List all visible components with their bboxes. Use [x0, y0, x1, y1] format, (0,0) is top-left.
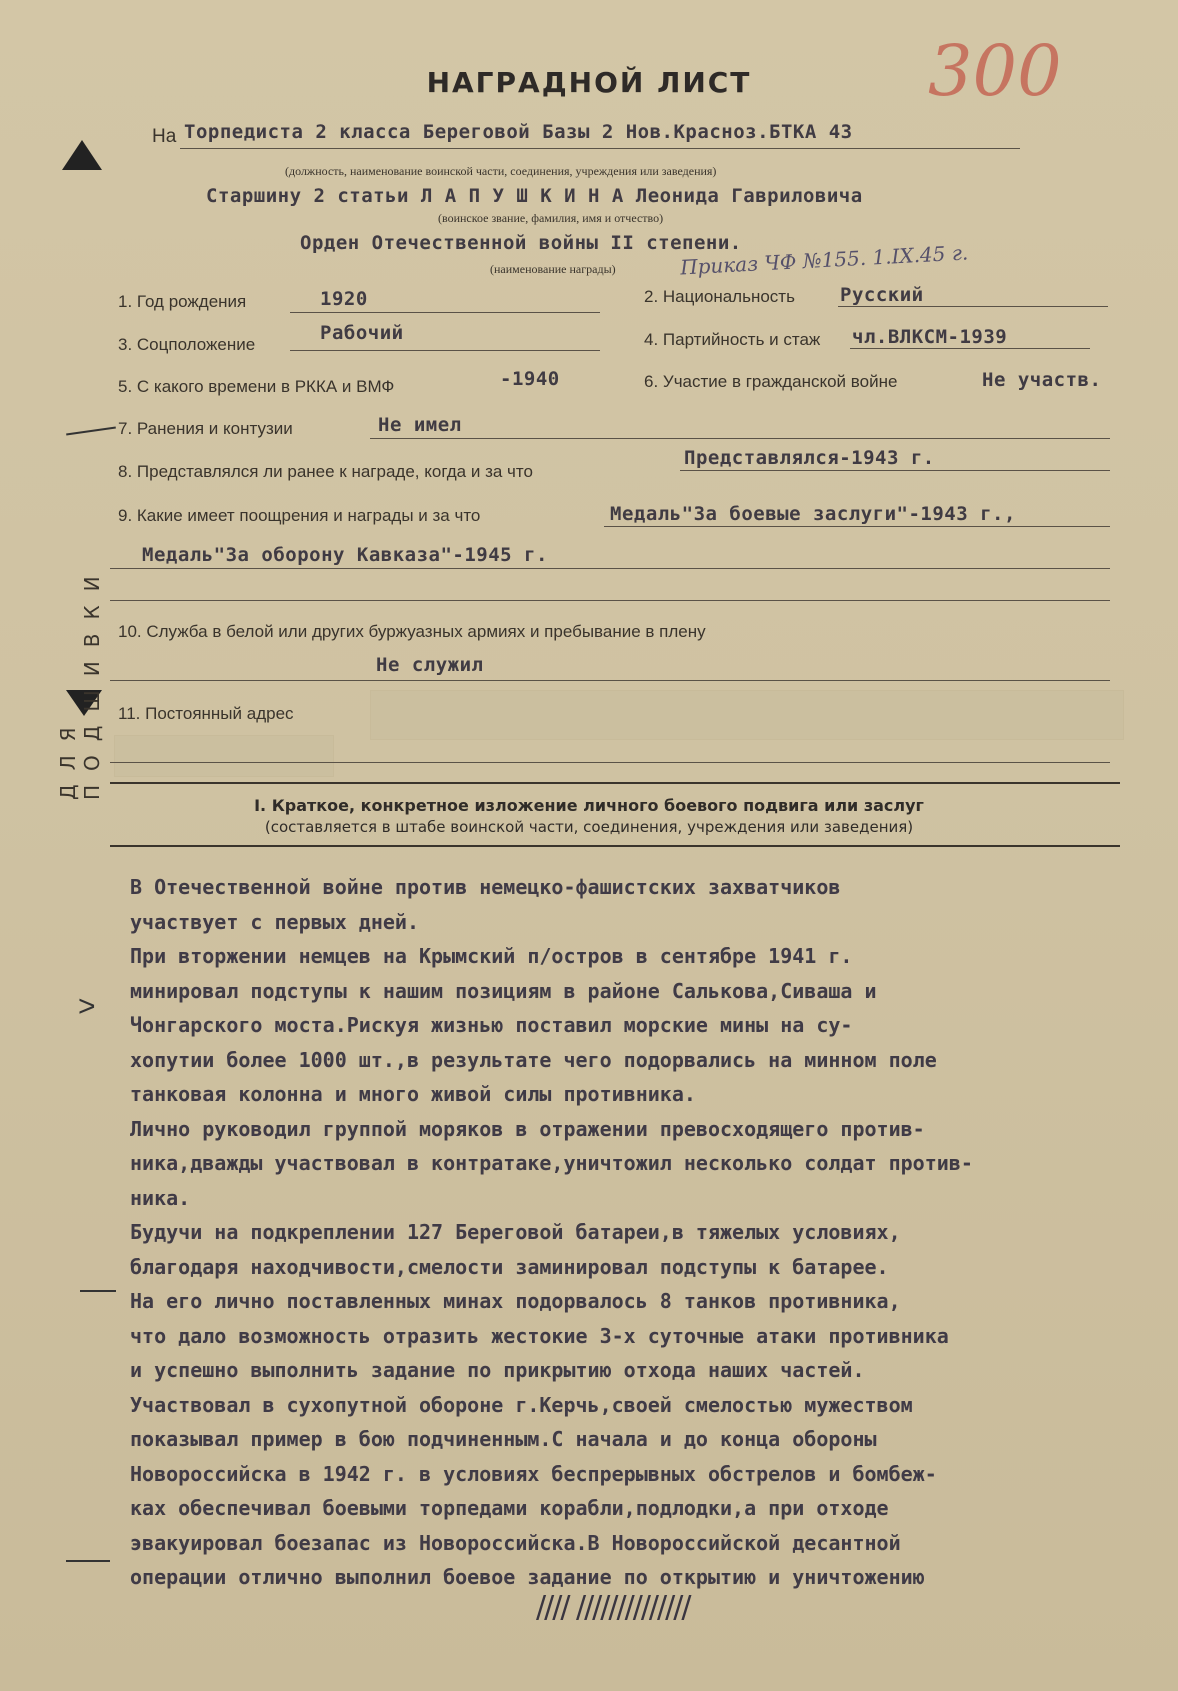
address-redaction	[370, 690, 1124, 740]
award-caption: (наименование награды)	[490, 262, 616, 276]
body-line: и успешно выполнить задание по прикрытию отхода наших частей.	[130, 1358, 865, 1382]
f9-value-1: Медаль"За боевые заслуги"-1943 г.,	[610, 503, 1016, 525]
triangle-mark-icon	[62, 140, 102, 170]
body-line: Будучи на подкреплении 127 Береговой батареи,в тяжелых условиях,	[130, 1220, 901, 1244]
f4-value: чл.ВЛКСМ-1939	[852, 326, 1008, 348]
person-caption: (воинское звание, фамилия, имя и отчество)	[438, 211, 664, 225]
f1-label: 1. Год рождения	[118, 292, 247, 311]
f10-value: Не служил	[376, 654, 484, 676]
body-line: ках обеспечивал боевыми торпедами корабли,подлодки,а при отходе	[130, 1496, 889, 1520]
margin-chevron-icon: >	[78, 990, 96, 1023]
body-line: На его лично поставленных минах подорвалось 8 танков противника,	[130, 1289, 901, 1313]
body-line: Лично руководил группой моряков в отражении превосходящего против-	[130, 1116, 925, 1141]
na-label: На	[152, 126, 177, 147]
archive-stamp-number: 300	[928, 30, 1062, 112]
body-line: что дало возможность отразить жестокие 3-х суточные атаки противника	[130, 1323, 949, 1348]
body-line: показывал пример в бою подчиненным.С начала и до конца обороны	[130, 1427, 877, 1451]
f9-value-2: Медаль"За оборону Кавказа"-1945 г.	[142, 544, 548, 566]
f4-label: 4. Партийность и стаж	[644, 330, 821, 349]
citation-body	[130, 870, 1150, 1595]
body-line: В Отечественной войне против немецко-фашистских захватчиков	[130, 875, 841, 899]
f6-value: Не участв.	[982, 369, 1102, 391]
body-line: хопутии более 1000 шт.,в результате чего подорвались на минном поле	[130, 1047, 937, 1072]
body-line: ника.	[130, 1185, 191, 1210]
body-line: эвакуировал боезапас из Новороссийска.В Новороссийской десантной	[130, 1530, 901, 1555]
position-value: Торпедиста 2 класса Береговой Базы 2 Нов.Красноз.БТКА 43	[184, 121, 853, 143]
f8-label: 8. Представлялся ли ранее к награде, когда и за что	[118, 462, 533, 481]
body-line: благодаря находчивости,смелости заминировал подступы к батарее.	[130, 1254, 889, 1279]
margin-tick-icon	[80, 1290, 116, 1292]
margin-line-icon	[66, 1560, 110, 1562]
f7-label: 7. Ранения и контузии	[118, 419, 293, 438]
handwritten-order-note: Приказ ЧФ №155. 1.IX.45 г.	[679, 240, 969, 280]
person-value: Старшину 2 статьи Л А П У Ш К И Н А Леонида Гавриловича	[206, 185, 863, 207]
footer-tally-marks: //// //////////////	[536, 1590, 690, 1625]
body-line: операции отлично выполнил боевое задание по открытию и уничтожению	[130, 1565, 925, 1589]
margin-vertical-label: ДЛЯ ПОДШИВКИ	[56, 562, 104, 800]
body-line: При вторжении немцев на Крымский п/остров в сентябре 1941 г.	[130, 944, 853, 968]
f2-value: Русский	[840, 284, 924, 306]
position-caption: (должность, наименование воинской части, соединения, учреждения или заведения)	[285, 164, 717, 178]
section-subheading: (составляется в штабе воинской части, соединения, учреждения или заведения)	[264, 818, 914, 836]
f5-label: 5. С какого времени в РККА и ВМФ	[118, 377, 395, 396]
f10-label: 10. Служба в белой или других буржуазных армиях и пребывание в плену	[118, 622, 706, 641]
f9-label: 9. Какие имеет поощрения и награды и за что	[118, 506, 481, 525]
f2-label: 2. Национальность	[644, 287, 795, 306]
f3-label: 3. Соцположение	[118, 335, 256, 354]
body-line: Новороссийска в 1942 г. в условиях беспрерывных обстрелов и бомбеж-	[130, 1461, 937, 1486]
f5-value: -1940	[500, 368, 560, 390]
page-title: НАГРАДНОЙ ЛИСТ	[426, 66, 752, 99]
section-heading: I. Краткое, конкретное изложение личного боевого подвига или заслуг	[254, 796, 924, 815]
body-line: танковая колонна и много живой силы противника.	[130, 1082, 696, 1106]
address-redaction-2	[114, 735, 334, 777]
f8-value: Представлялся-1943 г.	[684, 447, 935, 469]
body-line: участвует с первых дней.	[130, 909, 419, 934]
body-line: Чонгарского моста.Рискуя жизнью поставил морские мины на су-	[130, 1013, 853, 1037]
f1-value: 1920	[320, 288, 368, 310]
f3-value: Рабочий	[320, 322, 404, 344]
f6-label: 6. Участие в гражданской войне	[644, 372, 898, 391]
margin-dash-icon	[66, 427, 116, 436]
body-line: Участвовал в сухопутной обороне г.Керчь,своей смелостью мужеством	[130, 1392, 913, 1417]
body-line: ника,дважды участвовал в контратаке,уничтожил несколько солдат против-	[130, 1151, 973, 1175]
award-value: Орден Отечественной войны II степени.	[300, 232, 742, 254]
f7-value: Не имел	[378, 414, 462, 436]
body-line: минировал подступы к нашим позициям в районе Салькова,Сиваша и	[130, 978, 877, 1003]
f11-label: 11. Постоянный адрес	[118, 704, 294, 723]
